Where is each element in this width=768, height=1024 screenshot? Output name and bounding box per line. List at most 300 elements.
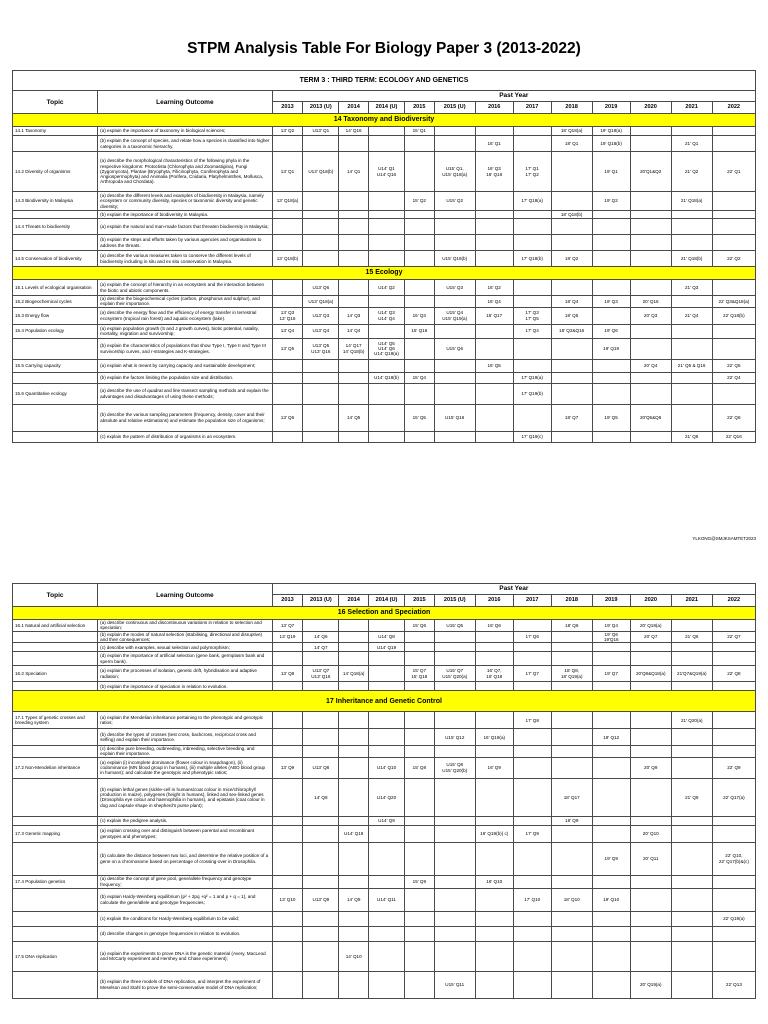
year-cell <box>475 372 513 383</box>
year-cell <box>671 816 712 825</box>
year-cell <box>475 251 513 267</box>
table-row <box>13 127 756 136</box>
year-cell: 18' Q18(a) <box>551 127 592 136</box>
year-cell <box>551 372 592 383</box>
table-row <box>13 778 756 816</box>
year-cell: U15' Q2 <box>434 192 475 211</box>
year-cell <box>630 383 671 404</box>
table-row <box>13 888 756 911</box>
year-cell <box>369 296 405 308</box>
outcome-cell: (a) describe continuous and discontinuous variations in relation to selection and speciation; <box>98 620 272 632</box>
year-cell <box>303 729 339 746</box>
topic-cell <box>13 338 98 359</box>
outcome-cell: (c) describe with examples, sexual selection and polymorphism; <box>98 643 272 652</box>
table-body-page-2 <box>13 584 756 999</box>
year-cell: 22' Q17(a) <box>712 778 755 816</box>
table-row <box>13 404 756 431</box>
year-cell <box>404 211 434 219</box>
year-cell: 21' Q18(b) <box>671 251 712 267</box>
year-cell <box>551 631 592 643</box>
year-cell: 17' Q18(a) <box>513 192 551 211</box>
year-cell: 14' Q17 14' Q18(b) <box>339 338 369 359</box>
year-cell: 13' Q10 <box>272 888 303 911</box>
year-cell <box>303 359 339 372</box>
year-cell <box>434 842 475 875</box>
year-cell <box>434 211 475 219</box>
outcome-cell: (a) explain the importance of taxonomy in biological sciences; <box>98 127 272 136</box>
year-cell <box>630 280 671 296</box>
year-cell <box>404 816 434 825</box>
year-cell <box>551 757 592 778</box>
year-cell: 13' Q9 <box>272 757 303 778</box>
year-cell <box>712 235 755 251</box>
year-cell <box>513 926 551 941</box>
year-cell <box>513 816 551 825</box>
year-cell <box>592 926 630 941</box>
year-cell: 21' Q9 <box>671 778 712 816</box>
year-cell: 16' Q9 <box>475 757 513 778</box>
year-cell <box>712 136 755 152</box>
year-cell <box>513 911 551 926</box>
year-cell <box>434 941 475 971</box>
year-cell <box>592 816 630 825</box>
year-cell <box>434 778 475 816</box>
topic-header: Topic <box>13 584 98 607</box>
outcome-cell: (b) explain lethal genes (sickle-cell in humans/coat colour in mice/chlorophyll production in maize), polygenes (height in humans), linked and sex-linked genes (Drosophila eye colour and haemophilia in humans), and epistasis (coat colour in dog and capsule shape in shepherd's purse plant); <box>98 778 272 816</box>
year-cell <box>475 219 513 235</box>
year-cell <box>475 211 513 219</box>
year-cell <box>303 192 339 211</box>
year-cell <box>671 338 712 359</box>
year-cell: 16' Q5 <box>475 359 513 372</box>
year-cell <box>551 431 592 442</box>
year-cell: U15' Q3 <box>434 280 475 296</box>
year-cell: 19' Q2 <box>592 192 630 211</box>
year-cell <box>671 729 712 746</box>
year-cell <box>339 757 369 778</box>
year-cell: 17' Q18(b) <box>513 251 551 267</box>
year-cell: 13' Q7 <box>272 620 303 632</box>
year-cell: 19' Q10 <box>592 888 630 911</box>
year-cell: 21' Q4 <box>671 307 712 324</box>
topic-cell: 14.1 Taxonomy <box>13 127 98 136</box>
topic-cell <box>13 652 98 666</box>
year-cell: 19' Q12 <box>592 729 630 746</box>
year-cell: U14' Q11 <box>369 888 405 911</box>
year-cell <box>475 911 513 926</box>
year-cell <box>404 712 434 729</box>
table-row <box>13 152 756 192</box>
table-row <box>13 746 756 758</box>
year-cell: 17' Q9 <box>513 825 551 842</box>
year-cell: U13' Q3 <box>303 307 339 324</box>
topic-cell <box>13 911 98 926</box>
outcome-cell: (c) explain the pattern of distribution of organisms in an ecosystem. <box>98 431 272 442</box>
year-header: 2013 (U) <box>303 102 339 114</box>
year-cell: U15' Q5 <box>434 620 475 632</box>
year-cell <box>712 746 755 758</box>
year-header: 2017 <box>513 595 551 607</box>
outcome-cell: (a) explain the concept of hierarchy in an ecosystem and the interaction between the biotic and abiotic components. <box>98 280 272 296</box>
year-cell: 16' Q1 <box>475 136 513 152</box>
topic-cell: 15.1 Levels of ecological organisation <box>13 280 98 296</box>
section-title: 16 Selection and Speciation <box>13 607 756 620</box>
topic-cell <box>13 746 98 758</box>
year-cell <box>592 251 630 267</box>
table-row <box>13 296 756 308</box>
year-cell <box>551 911 592 926</box>
year-cell: U13' Q7 U13' Q16 <box>303 666 339 682</box>
year-cell: U15' Q1, U15' Q18(a) <box>434 152 475 192</box>
author-credit: YLKONG@SMJKSAMTET2023 <box>692 536 756 541</box>
year-cell <box>551 280 592 296</box>
term-title: TERM 3 : THIRD TERM: ECOLOGY AND GENETICS <box>13 71 756 91</box>
year-cell: U13' Q6 <box>303 280 339 296</box>
year-cell: 20' Q3 <box>630 307 671 324</box>
year-cell: 19' Q9 <box>592 842 630 875</box>
year-header: 2014 (U) <box>369 595 405 607</box>
year-cell: 16' Q10 <box>475 875 513 888</box>
year-cell: U15' Q11 <box>434 971 475 998</box>
year-header: 2018 <box>551 102 592 114</box>
year-cell <box>551 682 592 691</box>
year-cell: 19' Q4 <box>592 620 630 632</box>
year-cell <box>303 911 339 926</box>
year-cell <box>630 926 671 941</box>
year-header: 2013 <box>272 595 303 607</box>
year-cell: 17' Q8 <box>513 712 551 729</box>
year-cell <box>671 941 712 971</box>
year-cell: 22' Q3&Q18(a) <box>712 296 755 308</box>
year-cell: 15' Q16 <box>404 324 434 338</box>
year-header: 2016 <box>475 595 513 607</box>
year-cell: 18' Q17 <box>551 778 592 816</box>
year-cell <box>475 926 513 941</box>
year-cell <box>671 372 712 383</box>
year-cell <box>712 652 755 666</box>
year-cell: 22' Q6 <box>712 404 755 431</box>
year-cell: 13' Q19 <box>272 631 303 643</box>
year-cell <box>303 431 339 442</box>
year-cell <box>475 324 513 338</box>
year-cell <box>404 251 434 267</box>
table-row <box>13 643 756 652</box>
year-cell <box>712 712 755 729</box>
year-cell: U13' Q8 <box>303 757 339 778</box>
year-cell <box>272 682 303 691</box>
year-cell <box>404 296 434 308</box>
table-row <box>13 211 756 219</box>
year-cell <box>592 372 630 383</box>
year-cell <box>434 359 475 372</box>
outcome-cell: (b) explain the importance of biodiversity in Malaysia. <box>98 211 272 219</box>
year-cell <box>404 219 434 235</box>
year-cell <box>404 431 434 442</box>
year-cell <box>272 941 303 971</box>
year-cell <box>630 127 671 136</box>
topic-cell <box>13 926 98 941</box>
year-cell <box>303 746 339 758</box>
year-cell <box>369 219 405 235</box>
year-cell <box>272 235 303 251</box>
year-cell <box>630 888 671 911</box>
year-cell <box>551 825 592 842</box>
year-cell: 18' Q7 <box>551 404 592 431</box>
year-cell <box>630 372 671 383</box>
table-row <box>13 911 756 926</box>
year-cell <box>592 211 630 219</box>
year-cell <box>671 296 712 308</box>
year-header: 2021 <box>671 595 712 607</box>
topic-cell: 15.3 Energy flow <box>13 307 98 324</box>
year-cell: 14' Q5 <box>339 404 369 431</box>
year-cell <box>434 652 475 666</box>
year-cell <box>272 280 303 296</box>
year-cell: 20'Q8&Q18(a) <box>630 666 671 682</box>
year-cell <box>671 842 712 875</box>
year-cell: U13' Q18(b) <box>303 152 339 192</box>
year-cell <box>272 926 303 941</box>
year-cell: U14' Q2 <box>369 280 405 296</box>
topic-cell <box>13 971 98 998</box>
year-cell <box>671 926 712 941</box>
outcome-cell: (a) explain the processes of isolation, genetic drift, hybridisation and adaptive radiation; <box>98 666 272 682</box>
year-cell: U15' Q7 U15' Q20(a) <box>434 666 475 682</box>
year-cell <box>671 235 712 251</box>
year-cell <box>272 431 303 442</box>
outcome-cell: (c) explain the pedigree analysis. <box>98 816 272 825</box>
year-header: 2015 <box>404 595 434 607</box>
year-cell <box>671 757 712 778</box>
year-cell <box>404 631 434 643</box>
year-cell: 18' Q6 <box>551 620 592 632</box>
year-cell <box>369 211 405 219</box>
year-cell <box>551 652 592 666</box>
table-row <box>13 666 756 682</box>
year-cell <box>712 941 755 971</box>
year-cell: 16' Q19(b)( c) <box>475 825 513 842</box>
table-row <box>13 383 756 404</box>
year-cell <box>712 324 755 338</box>
outcome-cell: (a) explain the Mendelian inheritance pertaining to the phenotypic and genotypic ratios; <box>98 712 272 729</box>
year-cell: 21' Q5 & Q16 <box>671 359 712 372</box>
year-cell <box>513 652 551 666</box>
year-cell <box>369 431 405 442</box>
table-row <box>13 842 756 875</box>
year-cell <box>551 875 592 888</box>
year-cell: 19' Q3 <box>592 296 630 308</box>
year-cell <box>630 712 671 729</box>
year-cell: 17' Q7 <box>513 666 551 682</box>
topic-cell: 16.1 Natural and artificial selection <box>13 620 98 632</box>
year-cell: 20' Q10 <box>630 825 671 842</box>
year-cell <box>339 652 369 666</box>
outcome-cell: (a) describe the different levels and examples of biodiversity in Malaysia, namely ecosystem or community diversity, species or taxonomic diversity and genetic diversity; <box>98 192 272 211</box>
year-cell <box>592 971 630 998</box>
year-cell: 19' Q18(b) <box>592 136 630 152</box>
year-cell <box>551 359 592 372</box>
year-cell <box>272 911 303 926</box>
year-cell: 13' Q4 <box>272 324 303 338</box>
year-cell <box>712 729 755 746</box>
year-cell: 19' Q6 19'Q16 <box>592 631 630 643</box>
year-cell <box>303 971 339 998</box>
topic-header: Topic <box>13 91 98 114</box>
year-cell: 13' Q18(b) <box>272 251 303 267</box>
year-cell <box>339 875 369 888</box>
year-cell: 22' Q7 <box>712 631 755 643</box>
year-cell <box>272 875 303 888</box>
table-row <box>13 324 756 338</box>
year-cell <box>339 219 369 235</box>
year-cell <box>272 211 303 219</box>
year-cell <box>369 682 405 691</box>
year-cell: 14' Q4 <box>339 324 369 338</box>
year-cell <box>551 235 592 251</box>
year-cell <box>475 971 513 998</box>
outcome-cell: (b) explain the importance of speciation in relation to evolution. <box>98 682 272 691</box>
year-cell <box>630 816 671 825</box>
year-cell <box>513 757 551 778</box>
year-cell <box>369 875 405 888</box>
year-cell: 13' Q2 <box>272 127 303 136</box>
year-header: 2015 (U) <box>434 102 475 114</box>
year-cell <box>712 926 755 941</box>
year-cell <box>303 235 339 251</box>
year-cell <box>404 842 434 875</box>
year-cell <box>712 338 755 359</box>
year-cell <box>404 643 434 652</box>
outcome-cell: (a) describe the biogeochemical cycles (carbon, phosphorus and sulphur), and explain their importance. <box>98 296 272 308</box>
table-row <box>13 372 756 383</box>
year-cell: U15' Q18(b) <box>434 251 475 267</box>
outcome-cell: (b) explain the three models of DNA replication, and interpret the experiment of Meselson and Stahl to prove the semi-conservative model of DNA replication; <box>98 971 272 998</box>
year-cell <box>513 620 551 632</box>
year-cell: U14' Q1 U14' Q16 <box>369 152 405 192</box>
year-cell: 18' Q10 <box>551 888 592 911</box>
year-cell <box>404 682 434 691</box>
year-cell: 13' Q6 <box>272 404 303 431</box>
year-cell <box>592 307 630 324</box>
year-cell <box>303 825 339 842</box>
year-cell <box>404 152 434 192</box>
year-cell <box>434 712 475 729</box>
year-header: 2017 <box>513 102 551 114</box>
year-cell <box>339 631 369 643</box>
outcome-cell: (a) explain population growth (S and J growth curves), biotic potential, natality, mortality, migration and survivorship; <box>98 324 272 338</box>
past-year-header: Past Year <box>272 584 755 595</box>
topic-cell <box>13 431 98 442</box>
table-row <box>13 431 756 442</box>
year-cell <box>513 219 551 235</box>
topic-cell: 17.5 DNA replication <box>13 941 98 971</box>
year-cell: 16' Q19(a) <box>475 729 513 746</box>
year-cell: 15' Q5 <box>404 404 434 431</box>
year-cell <box>369 712 405 729</box>
year-cell: 18' Q1 <box>551 136 592 152</box>
year-cell <box>369 825 405 842</box>
year-cell: 22' Q5 <box>712 359 755 372</box>
year-cell <box>434 219 475 235</box>
year-cell: 20'Q1&Q2 <box>630 152 671 192</box>
year-cell: 19' Q18(a) <box>592 127 630 136</box>
outcome-cell: (a) describe the concept of gene pool, gene/allele frequency and genotype frequency; <box>98 875 272 888</box>
year-header: 2014 <box>339 595 369 607</box>
topic-cell <box>13 211 98 219</box>
year-cell <box>712 127 755 136</box>
outcome-cell: (b) explain the modes of natural selection (stabilising, directional and disruptive) and their consequences; <box>98 631 272 643</box>
year-cell <box>630 431 671 442</box>
year-cell: 20' Q4 <box>630 359 671 372</box>
year-cell <box>630 875 671 888</box>
year-cell <box>272 359 303 372</box>
year-cell <box>475 431 513 442</box>
year-cell <box>339 746 369 758</box>
year-cell <box>369 359 405 372</box>
year-cell: 22' Q4 <box>712 372 755 383</box>
year-cell <box>434 926 475 941</box>
year-cell <box>272 652 303 666</box>
year-cell <box>513 682 551 691</box>
year-cell <box>592 219 630 235</box>
topic-cell: 15.4 Population ecology <box>13 324 98 338</box>
year-cell: 17' Q3 17' Q5 <box>513 307 551 324</box>
year-cell <box>404 746 434 758</box>
table-row <box>13 136 756 152</box>
year-cell <box>513 338 551 359</box>
year-cell <box>671 324 712 338</box>
year-header: 2018 <box>551 595 592 607</box>
year-cell: 20' Q16 <box>630 296 671 308</box>
year-cell <box>303 652 339 666</box>
topic-cell <box>13 682 98 691</box>
table-row <box>13 359 756 372</box>
year-cell: U15' Q6 <box>434 338 475 359</box>
year-cell <box>551 338 592 359</box>
table-row <box>13 816 756 825</box>
year-cell <box>513 280 551 296</box>
topic-cell <box>13 816 98 825</box>
year-cell <box>671 971 712 998</box>
year-cell: 16' Q3 16' Q16 <box>475 152 513 192</box>
year-cell <box>513 404 551 431</box>
topic-cell: 16.2 Speciation <box>13 666 98 682</box>
year-cell <box>369 192 405 211</box>
table-row <box>13 631 756 643</box>
year-cell: 18' Q9 <box>551 816 592 825</box>
year-cell <box>592 652 630 666</box>
year-cell <box>339 431 369 442</box>
year-cell <box>671 404 712 431</box>
year-cell <box>551 926 592 941</box>
outcome-cell: (b) explain the factors limiting the population size and distribution. <box>98 372 272 383</box>
year-cell <box>339 296 369 308</box>
year-cell <box>339 620 369 632</box>
year-cell: 14' Q16 <box>339 127 369 136</box>
year-cell <box>630 682 671 691</box>
year-cell: 16' Q7, 16' Q18 <box>475 666 513 682</box>
year-cell <box>592 431 630 442</box>
section-title: 17 Inheritance and Genetic Control <box>13 691 756 712</box>
year-cell: 17' Q4 <box>513 324 551 338</box>
year-cell <box>513 296 551 308</box>
year-cell: 22' Q9 <box>712 757 755 778</box>
year-cell: 22' Q2 <box>712 251 755 267</box>
topic-cell: 15.2 Biogeochemical cycles <box>13 296 98 308</box>
year-header: 2021 <box>671 102 712 114</box>
year-cell <box>339 926 369 941</box>
year-cell <box>630 235 671 251</box>
